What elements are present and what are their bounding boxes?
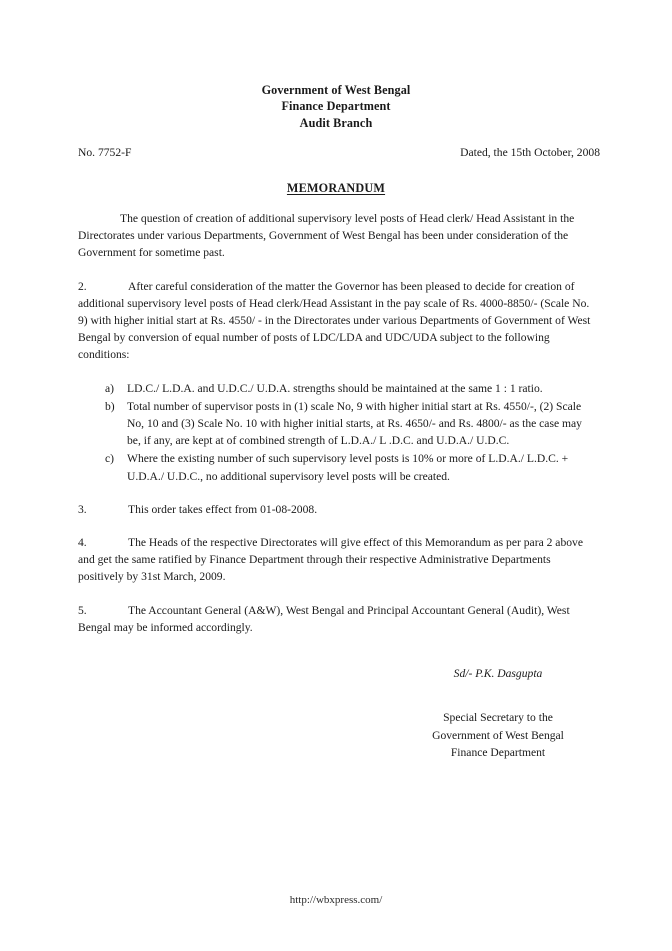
paragraph-3-text: This order takes effect from 01-08-2008. <box>128 502 318 516</box>
paragraph-2-number: 2. <box>78 279 87 293</box>
paragraph-2-text: After careful consideration of the matter the Governor has been pleased to decide for creation of additional supervisory level posts of Head clerk/Head Assistant in the pay scale of Rs. 4000-8850/- (Scale No. 9) with higher initial start at Rs. 4550/ - in the Directorates under various Departments of Government of West Bengal by conversion of equal number of posts of LDC/LDA and UDC/UDA subject to the following conditions: <box>78 279 591 362</box>
paragraph-4 <box>78 534 595 586</box>
paragraph-4-number: 4. <box>78 536 87 550</box>
letterhead-line-government: Government of West Bengal <box>261 83 411 97</box>
memo-number: No. 7752-F <box>78 146 132 159</box>
list-item-text: Where the existing number of such supervisory level posts is 10% or more of L.D.A./ L.D.C. + U.D.A./ U.D.C., no additional supervisory level posts will be created. <box>127 452 569 483</box>
list-item-marker: b) <box>105 399 115 413</box>
list-item-text: Total number of supervisor posts in (1) scale No, 9 with higher initial start at Rs. 4550/-, (2) Scale No, 10 and (3) Scale No. 10 with higher initial starts, at Rs. 4650/- and Rs. 4800/- as the case may be, if any, are kept at of combined strength of L.D.A./ L .D.C. and U.D.A./ U.D.C. <box>127 399 582 448</box>
signatory-designation-line-3: Finance Department <box>450 746 546 760</box>
paragraph-4-text: The Heads of the respective Directorates will give effect of this Memorandum as per para 2 above and get the same ratified by Finance Department through their respective Administrative Departments positively by 31st March, 2009. <box>78 536 583 584</box>
paragraph-3-number: 3. <box>78 502 87 516</box>
paragraph-intro: The question of creation of additional supervisory level posts of Head clerk/ Head Assistant in the Directorates under various Departments, Government of West Bengal has been under consideration of the Government for sometime past. <box>78 212 575 260</box>
list-item-marker: c) <box>105 452 115 466</box>
list-item-marker: a) <box>105 381 115 395</box>
conditions-list <box>78 380 595 485</box>
document-body <box>78 210 595 652</box>
footer-source-url[interactable]: http://wbxpress.com/ <box>289 894 383 906</box>
letterhead-line-branch: Audit Branch <box>299 115 373 130</box>
paragraph-5-text: The Accountant General (A&W), West Bengal and Principal Accountant General (Audit), West Bengal may be informed accordingly. <box>78 603 570 634</box>
list-item <box>105 380 595 397</box>
list-item <box>105 450 595 484</box>
letterhead-line-department: Finance Department <box>281 99 391 114</box>
memorandum-title-container <box>0 179 672 197</box>
memo-date: Dated, the 15th October, 2008 <box>460 146 600 159</box>
paragraph-5-number: 5. <box>78 603 87 617</box>
reference-row <box>78 145 600 161</box>
signatory-designation-line-1: Special Secretary to the <box>443 711 553 725</box>
signatory-name: Sd/- P.K. Dasgupta <box>453 667 543 680</box>
list-item-text: LD.C./ L.D.A. and U.D.C./ U.D.A. strengths should be maintained at the same 1 : 1 ratio. <box>127 381 543 395</box>
letterhead <box>0 82 672 131</box>
page-title: MEMORANDUM <box>286 181 386 195</box>
signature-block <box>380 665 616 762</box>
signatory-designation-line-2: Government of West Bengal <box>432 728 564 742</box>
paragraph-3 <box>78 501 595 518</box>
paragraph-2 <box>78 278 595 364</box>
list-item <box>105 398 595 450</box>
paragraph-5 <box>78 602 595 636</box>
